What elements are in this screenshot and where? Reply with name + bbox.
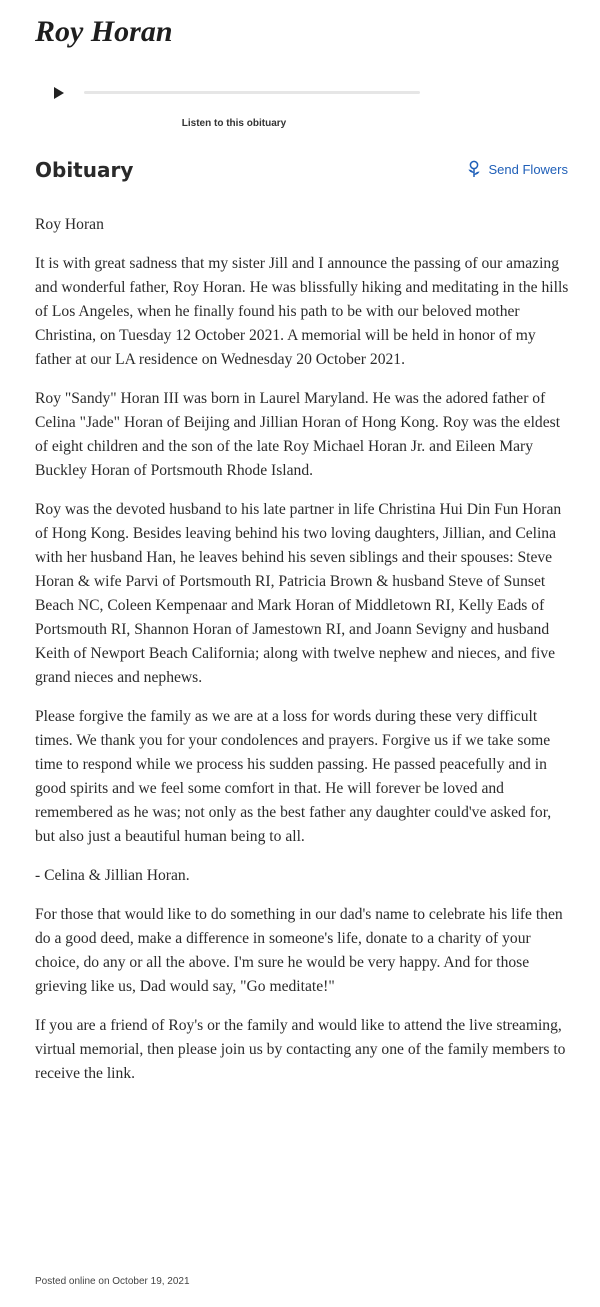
send-flowers-label: Send Flowers: [488, 161, 568, 177]
obituary-paragraph: It is with great sadness that my sister Jill and I announce the passing of our amazing and wonderful father, Roy Horan. He was blissfully hiking and meditating in the hills of Los Angeles, when he finally found his path to be with our beloved mother Christina, on Tuesday 12 October 2021. A memorial will be held in honor of my father at our LA residence on Wednesday 20 October 2021.: [35, 255, 569, 368]
audio-player: [50, 84, 422, 102]
obituary-paragraph: Please forgive the family as we are at a loss for words during these very difficult times. We thank you for your condolences and prayers. Forgive us if we take some time to respond while we process his sudden passing. He passed peacefully and in good spirits and we feel some comfort in that. He will forever be loved and remembered as he was; not only as the best father any daughter could've asked for, but also just a beautiful human being to all.: [35, 708, 552, 845]
play-icon[interactable]: [54, 87, 64, 99]
obituary-section-header: [35, 156, 568, 186]
obituary-paragraph: Roy "Sandy" Horan III was born in Laurel Maryland. He was the adored father of Celina "Jade" Horan of Beijing and Jillian Horan of Hong Kong. Roy was the eldest of eight children and the son of the late Roy Michael Horan Jr. and Eileen Mary Buckley Horan of Portsmouth Rhode Island.: [35, 390, 561, 479]
obituary-paragraph: Roy was the devoted husband to his late partner in life Christina Hui Din Fun Horan of Hong Kong. Besides leaving behind his two loving daughters, Jillian, and Celina with her husband Han, he leaves behind his seven siblings and their spouses: Steve Horan & wife Parvi of Portsmouth RI, Patricia Brown & husband Steve of Sunset Beach NC, Coleen Kempenaar and Mark Horan of Middletown RI, Kelly Eads of Portsmouth RI, Shannon Horan of Jamestown RI, and Joann Sevigny and husband Keith of Newport Beach California; along with twelve nephew and nieces, and five grand nieces and nephews.: [35, 501, 562, 686]
section-title: Obituary: [35, 158, 134, 182]
flower-icon: [466, 160, 482, 178]
obituary-paragraph: If you are a friend of Roy's or the family and would like to attend the live streaming, virtual memorial, then please join us by contacting any one of the family members to receive the link.: [35, 1017, 566, 1082]
obituary-paragraph: For those that would like to do something in our dad's name to celebrate his life then do a good deed, make a difference in someone's life, donate to a charity of your choice, do any or all the above. I'm sure he would be very happy. And for those grieving like us, Dad would say, "Go meditate!": [35, 906, 563, 995]
page-title: Roy Horan: [35, 15, 173, 48]
listen-label: Listen to this obituary: [181, 118, 287, 129]
audio-progress-bar[interactable]: [84, 91, 420, 94]
obituary-paragraph: Roy Horan: [35, 216, 104, 233]
send-flowers-button[interactable]: [466, 160, 568, 178]
obituary-paragraph: - Celina & Jillian Horan.: [35, 867, 190, 884]
posted-date: Posted online on October 19, 2021: [35, 1276, 190, 1287]
obituary-text: [35, 213, 572, 1101]
